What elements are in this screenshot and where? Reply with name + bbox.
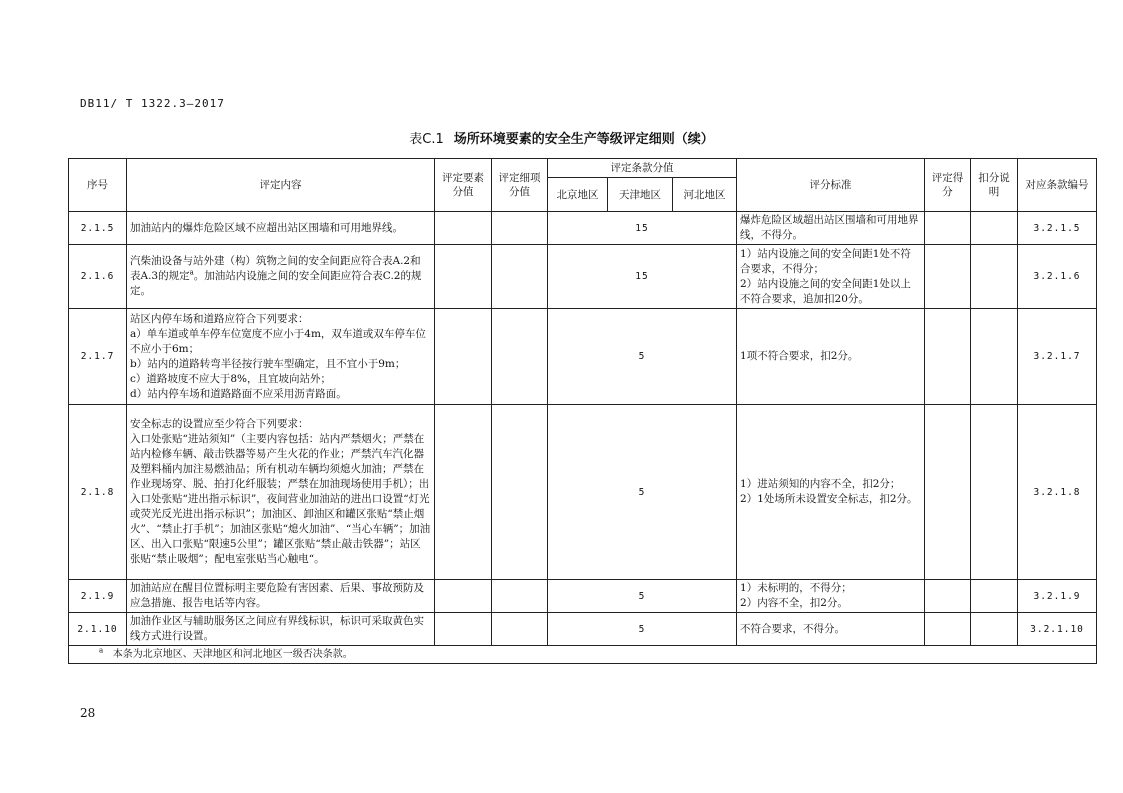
row-seq: 2.1.9 bbox=[69, 580, 127, 613]
col-clause-score-group: 评定条款分值 bbox=[548, 159, 737, 178]
criteria-line: 1）进站须知的内容不全，扣2分； bbox=[740, 478, 901, 490]
row-clause-no: 3.2.1.9 bbox=[1018, 580, 1097, 613]
row-content bbox=[127, 212, 435, 245]
score-cell bbox=[925, 405, 971, 580]
element-score-cell bbox=[435, 245, 492, 309]
table-row bbox=[69, 613, 1097, 646]
row-clause-no: 3.2.1.8 bbox=[1018, 405, 1097, 580]
item-score-cell bbox=[492, 245, 548, 309]
score-cell bbox=[925, 245, 971, 309]
col-content: 评定内容 bbox=[127, 159, 435, 212]
deduction-cell bbox=[971, 309, 1018, 405]
content-line: c）道路坡度不应大于8%，且宜坡向站外； bbox=[130, 372, 332, 385]
content-line: 站区内停车场和道路应符合下列要求： bbox=[130, 312, 309, 325]
clause-score-value: 5 bbox=[548, 580, 737, 613]
col-beijing: 北京地区 bbox=[548, 178, 608, 212]
col-tianjin: 天津地区 bbox=[608, 178, 673, 212]
deduction-cell bbox=[971, 580, 1018, 613]
col-element-score: 评定要素分值 bbox=[435, 159, 492, 212]
col-hebei: 河北地区 bbox=[673, 178, 737, 212]
score-cell bbox=[925, 613, 971, 646]
row-criteria bbox=[737, 405, 925, 580]
row-seq: 2.1.6 bbox=[69, 245, 127, 309]
evaluation-table bbox=[68, 158, 1097, 664]
item-score-cell bbox=[492, 405, 548, 580]
footnote-mark: a bbox=[99, 646, 104, 655]
criteria-line: 1）未标明的，不得分； bbox=[740, 582, 852, 594]
element-score-cell bbox=[435, 613, 492, 646]
content-line: d）站内停车场和道路路面不应采用沥青路面。 bbox=[130, 387, 347, 400]
content-text: 。加油站内设施之间的安全间距应符合表C.2的规定。 bbox=[130, 270, 422, 297]
row-seq: 2.1.8 bbox=[69, 405, 127, 580]
criteria-line: 1项不符合要求，扣2分。 bbox=[740, 350, 859, 362]
table-row bbox=[69, 580, 1097, 613]
element-score-cell bbox=[435, 405, 492, 580]
clause-score-value: 15 bbox=[548, 212, 737, 245]
footnote-ref: a bbox=[189, 268, 194, 277]
row-content bbox=[127, 580, 435, 613]
row-content bbox=[127, 613, 435, 646]
deduction-cell bbox=[971, 212, 1018, 245]
element-score-cell bbox=[435, 309, 492, 405]
item-score-cell bbox=[492, 580, 548, 613]
row-content bbox=[127, 245, 435, 309]
content-line: a）单车道或单车停车位宽度不应小于4m，双车道或双车停车位不应小于6m； bbox=[130, 327, 426, 355]
content-line: 加油站应在醒目位置标明主要危险有害因素、后果、事故预防及应急措施、报告电话等内容。 bbox=[130, 582, 424, 609]
footnote-row bbox=[69, 646, 1097, 664]
row-criteria bbox=[737, 613, 925, 646]
deduction-cell bbox=[971, 613, 1018, 646]
deduction-cell bbox=[971, 405, 1018, 580]
score-cell bbox=[925, 309, 971, 405]
content-line: 加油站内的爆炸危险区域不应超出站区围墙和可用地界线。 bbox=[130, 221, 403, 234]
col-item-score: 评定细项分值 bbox=[492, 159, 548, 212]
element-score-cell bbox=[435, 580, 492, 613]
row-clause-no: 3.2.1.6 bbox=[1018, 245, 1097, 309]
element-score-cell bbox=[435, 212, 492, 245]
item-score-cell bbox=[492, 613, 548, 646]
clause-score-value: 5 bbox=[548, 309, 737, 405]
footnote-text: 本条为北京地区、天津地区和河北地区一级否决条款。 bbox=[112, 649, 353, 660]
table-row bbox=[69, 309, 1097, 405]
content-line: 加油作业区与辅助服务区之间应有界线标识，标识可采取黄色实线方式进行设置。 bbox=[130, 615, 424, 642]
row-clause-no: 3.2.1.7 bbox=[1018, 309, 1097, 405]
row-criteria bbox=[737, 580, 925, 613]
deduction-cell bbox=[971, 245, 1018, 309]
clause-score-value: 5 bbox=[548, 405, 737, 580]
row-seq: 2.1.5 bbox=[69, 212, 127, 245]
criteria-line: 2）1处场所未设置安全标志，扣2分。 bbox=[740, 493, 918, 505]
criteria-line: 2）内容不全，扣2分。 bbox=[740, 597, 848, 609]
criteria-line: 爆炸危险区域超出站区围墙和可用地界线，不得分。 bbox=[740, 214, 919, 241]
row-criteria bbox=[737, 212, 925, 245]
col-seq: 序号 bbox=[69, 159, 127, 212]
row-clause-no: 3.2.1.10 bbox=[1018, 613, 1097, 646]
clause-score-value: 5 bbox=[548, 613, 737, 646]
score-cell bbox=[925, 580, 971, 613]
table-number: 表C.1 bbox=[409, 132, 444, 147]
criteria-line: 1）站内设施之间的安全间距1处不符合要求，不得分； bbox=[740, 247, 911, 275]
row-content bbox=[127, 405, 435, 580]
criteria-line: 2）站内设施之间的安全间距1处以上不符合要求，追加扣20分。 bbox=[740, 277, 911, 305]
row-content bbox=[127, 309, 435, 405]
row-seq: 2.1.7 bbox=[69, 309, 127, 405]
col-score: 评定得分 bbox=[925, 159, 971, 212]
footnote bbox=[69, 646, 1097, 664]
row-criteria bbox=[737, 245, 925, 309]
row-seq: 2.1.10 bbox=[69, 613, 127, 646]
row-clause-no: 3.2.1.5 bbox=[1018, 212, 1097, 245]
criteria-line: 不符合要求，不得分。 bbox=[740, 622, 846, 635]
score-cell bbox=[925, 212, 971, 245]
page-number: 28 bbox=[80, 706, 96, 720]
item-score-cell bbox=[492, 212, 548, 245]
standard-code: DB11/ T 1322.3—2017 bbox=[80, 97, 225, 110]
content-text: 汽柴油设备与站外建（构）筑物之间的安全间距应符合表A.2和表A.3的规定 bbox=[130, 255, 421, 282]
content-line: 安全标志的设置应至少符合下列要求： bbox=[130, 418, 309, 430]
table-row bbox=[69, 405, 1097, 580]
table-title bbox=[0, 128, 1123, 147]
col-clause-no: 对应条款编号 bbox=[1018, 159, 1097, 212]
row-criteria bbox=[737, 309, 925, 405]
content-line: 入口处张贴“进站须知”（主要内容包括：站内严禁烟火；严禁在站内检修车辆、敲击铁器等易产生火花的作业；严禁汽车汽化器及塑料桶内加注易燃油品；所有机动车辆均须熄火加油；严禁在作业现场穿、脱、拍打化纤服装；严禁在加油现场使用手机）；出入口处张贴“进出指示标识”，夜间营业加油站的进出口设置“灯光或荧光反光进出指示标识”；加油区、卸油区和罐区张贴“禁止烟火”、“禁止打手机”；加油区张贴“熄火加油”、“当心车辆”；加油区、出入口张贴“限速5公里”；罐区张贴“禁止敲击铁器”；站区张贴“禁止吸烟”；配电室张贴当心触电“。 bbox=[130, 433, 431, 565]
col-deduction: 扣分说明 bbox=[971, 159, 1018, 212]
item-score-cell bbox=[492, 309, 548, 405]
col-criteria: 评分标准 bbox=[737, 159, 925, 212]
table-title-text: 场所环境要素的安全生产等级评定细则（续） bbox=[453, 132, 714, 147]
table-row bbox=[69, 212, 1097, 245]
content-line: b）站内的道路转弯半径按行驶车型确定，且不宜小于9m； bbox=[130, 357, 406, 370]
clause-score-value: 15 bbox=[548, 245, 737, 309]
table-row bbox=[69, 245, 1097, 309]
